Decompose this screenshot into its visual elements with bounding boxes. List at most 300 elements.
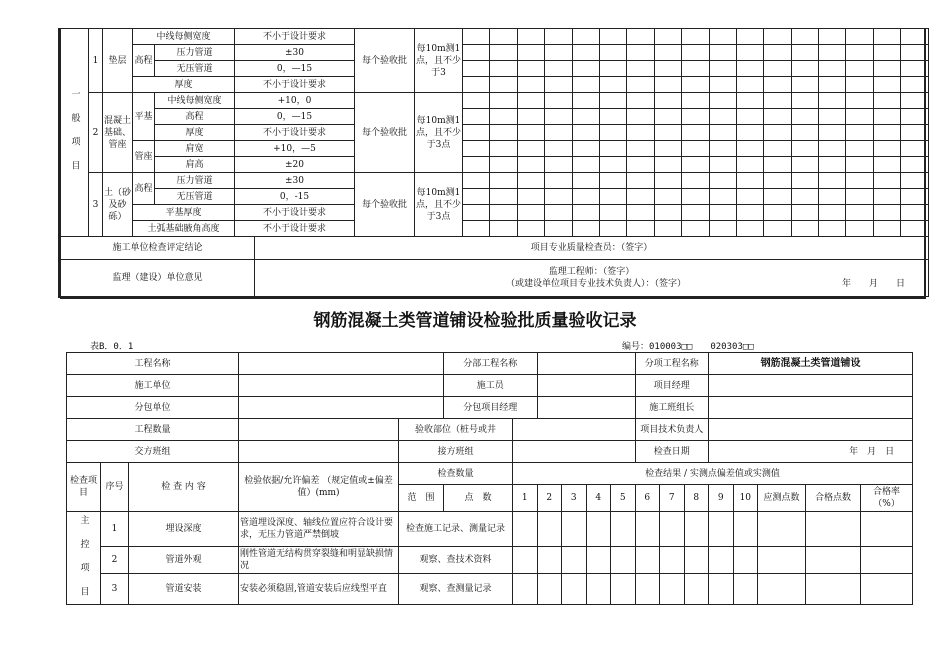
result-cell[interactable] — [901, 77, 928, 93]
cell: +10，0 — [235, 93, 355, 109]
result-cell[interactable] — [654, 109, 681, 125]
result-cell[interactable] — [599, 189, 626, 205]
result-cell[interactable] — [873, 77, 900, 93]
result-cell[interactable] — [654, 29, 681, 45]
cell: 0，-15 — [235, 189, 355, 205]
result-cell[interactable] — [791, 189, 818, 205]
result-cell[interactable] — [846, 61, 873, 77]
result-cell[interactable] — [545, 205, 572, 221]
result-cell[interactable] — [682, 77, 709, 93]
points-cell: 每10m测1点，且不少于3点 — [415, 93, 463, 173]
result-cell[interactable] — [572, 141, 599, 157]
result-cell[interactable] — [463, 221, 490, 237]
result-cell[interactable] — [463, 141, 490, 157]
result-cell[interactable] — [846, 109, 873, 125]
result-cell[interactable] — [463, 77, 490, 93]
result-cell[interactable] — [709, 157, 736, 173]
result-cell[interactable] — [599, 157, 626, 173]
result-cell[interactable] — [586, 574, 611, 605]
result-cell[interactable] — [684, 547, 709, 574]
result-cell[interactable] — [682, 141, 709, 157]
result-cell[interactable] — [873, 125, 900, 141]
result-cell[interactable] — [709, 125, 736, 141]
result-cell[interactable] — [709, 574, 734, 605]
result-cell[interactable] — [861, 547, 913, 574]
result-cell[interactable] — [627, 141, 654, 157]
result-cell[interactable] — [846, 141, 873, 157]
result-cell[interactable] — [873, 141, 900, 157]
result-cell[interactable] — [819, 61, 846, 77]
result-cell[interactable] — [764, 109, 791, 125]
result-cell[interactable] — [513, 547, 538, 574]
result-cell[interactable] — [901, 173, 928, 189]
result-cell[interactable] — [736, 61, 763, 77]
result-cell[interactable] — [758, 574, 806, 605]
range-cell: 每个验收批 — [355, 173, 415, 237]
result-cell[interactable] — [791, 157, 818, 173]
result-cell[interactable] — [846, 205, 873, 221]
result-cell[interactable] — [709, 45, 736, 61]
result-cell[interactable] — [791, 205, 818, 221]
result-cell[interactable] — [490, 221, 517, 237]
col-4: 4 — [586, 485, 611, 512]
result-cell[interactable] — [660, 574, 685, 605]
result-cell[interactable] — [791, 45, 818, 61]
result-cell[interactable] — [758, 547, 806, 574]
result-cell[interactable] — [819, 29, 846, 45]
result-cell[interactable] — [736, 109, 763, 125]
result-cell[interactable] — [513, 574, 538, 605]
label-pm: 项目经理 — [635, 375, 709, 397]
label-project-name: 工程名称 — [67, 353, 239, 375]
result-cell[interactable] — [490, 61, 517, 77]
cell: 不小于设计要求 — [235, 29, 355, 45]
result-cell[interactable] — [791, 221, 818, 237]
result-cell[interactable] — [627, 93, 654, 109]
row-basis: 安装必须稳固,管道安装后应线型平直 — [239, 574, 399, 605]
result-cell[interactable] — [846, 93, 873, 109]
row-no: 1 — [89, 29, 103, 93]
result-cell[interactable] — [682, 45, 709, 61]
result-cell[interactable] — [873, 205, 900, 221]
result-cell[interactable] — [901, 93, 928, 109]
result-cell[interactable] — [764, 189, 791, 205]
result-cell[interactable] — [764, 157, 791, 173]
result-cell[interactable] — [733, 574, 758, 605]
result-cell[interactable] — [764, 45, 791, 61]
result-cell[interactable] — [654, 77, 681, 93]
result-cell[interactable] — [819, 157, 846, 173]
result-cell[interactable] — [463, 45, 490, 61]
result-cell[interactable] — [545, 77, 572, 93]
result-cell[interactable] — [572, 189, 599, 205]
result-cell[interactable] — [819, 141, 846, 157]
result-cell[interactable] — [599, 93, 626, 109]
result-cell[interactable] — [654, 61, 681, 77]
header-basis: 检验依据/允许偏差 （规定值或±偏差值）(mm) — [239, 463, 399, 512]
result-cell[interactable] — [490, 109, 517, 125]
result-cell[interactable] — [764, 221, 791, 237]
value-check-date[interactable]: 年 月 日 — [709, 441, 913, 463]
value-handover[interactable] — [239, 441, 399, 463]
result-cell[interactable] — [654, 45, 681, 61]
result-cell[interactable] — [545, 141, 572, 157]
result-cell[interactable] — [901, 205, 928, 221]
result-cell[interactable] — [545, 29, 572, 45]
cell: 肩高 — [155, 157, 235, 173]
result-cell[interactable] — [846, 77, 873, 93]
result-cell[interactable] — [709, 61, 736, 77]
result-cell[interactable] — [736, 205, 763, 221]
result-cell[interactable] — [463, 109, 490, 125]
result-cell[interactable] — [819, 93, 846, 109]
result-cell[interactable] — [736, 125, 763, 141]
result-cell[interactable] — [709, 547, 734, 574]
result-cell[interactable] — [682, 61, 709, 77]
result-cell[interactable] — [709, 77, 736, 93]
result-cell[interactable] — [517, 173, 544, 189]
result-cell[interactable] — [545, 221, 572, 237]
result-cell[interactable] — [682, 189, 709, 205]
result-cell[interactable] — [490, 125, 517, 141]
result-cell[interactable] — [846, 221, 873, 237]
result-cell[interactable] — [586, 512, 611, 547]
result-cell[interactable] — [901, 221, 928, 237]
result-cell[interactable] — [463, 173, 490, 189]
result-cell[interactable] — [627, 205, 654, 221]
result-cell[interactable] — [682, 109, 709, 125]
result-cell[interactable] — [562, 512, 587, 547]
result-cell[interactable] — [764, 173, 791, 189]
result-cell[interactable] — [517, 77, 544, 93]
result-cell[interactable] — [861, 512, 913, 547]
result-cell[interactable] — [627, 45, 654, 61]
result-cell[interactable] — [819, 109, 846, 125]
result-cell[interactable] — [901, 29, 928, 45]
result-cell[interactable] — [873, 221, 900, 237]
header-range: 范 围 — [399, 485, 444, 512]
result-cell[interactable] — [709, 141, 736, 157]
result-cell[interactable] — [490, 45, 517, 61]
result-cell[interactable] — [806, 512, 861, 547]
result-cell[interactable] — [517, 61, 544, 77]
cell: 无压管道 — [155, 189, 235, 205]
result-cell[interactable] — [490, 141, 517, 157]
result-cell[interactable] — [517, 221, 544, 237]
result-cell[interactable] — [846, 45, 873, 61]
result-cell[interactable] — [635, 547, 660, 574]
result-cell[interactable] — [517, 125, 544, 141]
result-cell[interactable] — [599, 125, 626, 141]
result-cell[interactable] — [682, 93, 709, 109]
result-cell[interactable] — [684, 574, 709, 605]
header-should: 应测点数 — [758, 485, 806, 512]
result-cell[interactable] — [627, 125, 654, 141]
result-cell[interactable] — [873, 157, 900, 173]
result-cell[interactable] — [901, 157, 928, 173]
conclusion-label: 施工单位检查评定结论 — [61, 237, 255, 260]
result-cell[interactable] — [873, 189, 900, 205]
cell: 肩宽 — [155, 141, 235, 157]
result-cell[interactable] — [517, 157, 544, 173]
result-cell[interactable] — [684, 512, 709, 547]
result-cell[interactable] — [736, 141, 763, 157]
result-cell[interactable] — [545, 61, 572, 77]
result-cell[interactable] — [846, 125, 873, 141]
result-cell[interactable] — [463, 189, 490, 205]
result-cell[interactable] — [627, 189, 654, 205]
result-cell[interactable] — [764, 205, 791, 221]
result-cell[interactable] — [599, 141, 626, 157]
result-cell[interactable] — [490, 157, 517, 173]
result-cell[interactable] — [463, 205, 490, 221]
result-cell[interactable] — [537, 512, 562, 547]
result-cell[interactable] — [490, 205, 517, 221]
result-cell[interactable] — [791, 93, 818, 109]
result-cell[interactable] — [635, 512, 660, 547]
result-cell[interactable] — [736, 173, 763, 189]
value-worker[interactable] — [537, 375, 635, 397]
result-cell[interactable] — [764, 93, 791, 109]
result-cell[interactable] — [873, 45, 900, 61]
result-cell[interactable] — [733, 547, 758, 574]
range-cell: 每个验收批 — [355, 29, 415, 93]
result-cell[interactable] — [819, 45, 846, 61]
result-cell[interactable] — [682, 29, 709, 45]
result-cell[interactable] — [490, 29, 517, 45]
result-cell[interactable] — [545, 45, 572, 61]
result-cell[interactable] — [572, 77, 599, 93]
result-cell[interactable] — [572, 45, 599, 61]
result-cell[interactable] — [654, 189, 681, 205]
result-cell[interactable] — [660, 512, 685, 547]
result-cell[interactable] — [572, 205, 599, 221]
result-cell[interactable] — [819, 221, 846, 237]
result-cell[interactable] — [463, 29, 490, 45]
result-cell[interactable] — [873, 29, 900, 45]
result-cell[interactable] — [682, 125, 709, 141]
result-cell[interactable] — [572, 173, 599, 189]
result-cell[interactable] — [709, 512, 734, 547]
result-cell[interactable] — [490, 93, 517, 109]
result-cell[interactable] — [572, 29, 599, 45]
result-cell[interactable] — [654, 125, 681, 141]
value-location[interactable] — [513, 419, 636, 441]
result-cell[interactable] — [733, 512, 758, 547]
result-cell[interactable] — [791, 141, 818, 157]
result-cell[interactable] — [736, 157, 763, 173]
result-cell[interactable] — [819, 77, 846, 93]
result-cell[interactable] — [736, 77, 763, 93]
result-cell[interactable] — [599, 109, 626, 125]
result-cell[interactable] — [654, 205, 681, 221]
result-cell[interactable] — [517, 93, 544, 109]
result-cell[interactable] — [764, 29, 791, 45]
cell: 中线每侧宽度 — [133, 29, 235, 45]
result-cell[interactable] — [599, 61, 626, 77]
result-cell[interactable] — [611, 512, 636, 547]
result-cell[interactable] — [463, 125, 490, 141]
result-cell[interactable] — [901, 141, 928, 157]
result-cell[interactable] — [463, 61, 490, 77]
result-cell[interactable] — [599, 45, 626, 61]
result-cell[interactable] — [627, 29, 654, 45]
value-receiver[interactable] — [513, 441, 636, 463]
header-pass: 合格点数 — [806, 485, 861, 512]
result-cell[interactable] — [572, 109, 599, 125]
result-cell[interactable] — [736, 29, 763, 45]
result-cell[interactable] — [255, 260, 929, 297]
value-subcontractor[interactable] — [239, 397, 444, 419]
result-cell[interactable] — [806, 574, 861, 605]
result-cell[interactable] — [819, 205, 846, 221]
result-cell[interactable] — [627, 61, 654, 77]
result-cell[interactable] — [709, 189, 736, 205]
result-cell[interactable] — [490, 77, 517, 93]
result-cell[interactable] — [599, 173, 626, 189]
result-cell[interactable] — [873, 109, 900, 125]
result-cell[interactable] — [599, 29, 626, 45]
value-tech-lead[interactable] — [709, 419, 913, 441]
result-cell[interactable] — [873, 61, 900, 77]
result-cell[interactable] — [517, 29, 544, 45]
result-cell[interactable] — [545, 109, 572, 125]
cell: 管座 — [133, 141, 155, 173]
result-cell[interactable] — [846, 189, 873, 205]
result-cell[interactable] — [791, 109, 818, 125]
result-cell[interactable] — [819, 189, 846, 205]
result-cell[interactable] — [572, 61, 599, 77]
result-cell[interactable] — [709, 93, 736, 109]
result-cell[interactable] — [846, 29, 873, 45]
result-cell[interactable] — [846, 173, 873, 189]
result-cell[interactable] — [901, 109, 928, 125]
result-cell[interactable] — [682, 205, 709, 221]
result-cell[interactable] — [611, 547, 636, 574]
result-cell[interactable] — [572, 125, 599, 141]
result-cell[interactable] — [764, 61, 791, 77]
value-team-leader[interactable] — [709, 397, 913, 419]
result-cell[interactable] — [709, 221, 736, 237]
result-cell[interactable] — [545, 189, 572, 205]
result-cell[interactable] — [490, 173, 517, 189]
result-cell[interactable] — [627, 221, 654, 237]
result-cell[interactable] — [901, 45, 928, 61]
result-cell[interactable] — [791, 29, 818, 45]
result-cell[interactable] — [709, 205, 736, 221]
result-cell[interactable] — [791, 125, 818, 141]
result-cell[interactable] — [627, 157, 654, 173]
result-cell[interactable] — [819, 173, 846, 189]
result-cell[interactable] — [736, 221, 763, 237]
result-cell[interactable] — [682, 157, 709, 173]
result-cell[interactable] — [758, 512, 806, 547]
value-contractor[interactable] — [239, 375, 444, 397]
result-cell[interactable] — [599, 77, 626, 93]
row-no: 2 — [89, 93, 103, 173]
result-cell[interactable] — [682, 221, 709, 237]
result-cell[interactable] — [562, 547, 587, 574]
result-cell[interactable] — [517, 189, 544, 205]
result-cell[interactable] — [599, 205, 626, 221]
result-cell[interactable] — [654, 173, 681, 189]
result-cell[interactable] — [545, 173, 572, 189]
result-cell[interactable] — [627, 109, 654, 125]
value-quantity[interactable] — [239, 419, 399, 441]
result-cell[interactable] — [599, 221, 626, 237]
result-cell[interactable] — [791, 77, 818, 93]
result-cell[interactable] — [562, 574, 587, 605]
result-cell[interactable] — [517, 141, 544, 157]
result-cell[interactable] — [517, 45, 544, 61]
result-cell[interactable] — [791, 173, 818, 189]
result-cell[interactable] — [736, 45, 763, 61]
result-cell[interactable] — [545, 125, 572, 141]
result-cell[interactable] — [513, 512, 538, 547]
result-cell[interactable] — [764, 77, 791, 93]
result-cell[interactable] — [873, 93, 900, 109]
result-cell[interactable] — [736, 93, 763, 109]
value-sub-pm[interactable] — [537, 397, 635, 419]
result-cell[interactable] — [764, 125, 791, 141]
result-cell[interactable] — [709, 173, 736, 189]
result-cell[interactable] — [901, 189, 928, 205]
result-cell[interactable] — [901, 125, 928, 141]
result-cell[interactable] — [654, 221, 681, 237]
result-cell[interactable] — [901, 61, 928, 77]
result-cell[interactable] — [861, 574, 913, 605]
result-cell[interactable] — [682, 173, 709, 189]
result-cell[interactable] — [654, 141, 681, 157]
result-cell[interactable] — [490, 189, 517, 205]
result-cell[interactable] — [806, 547, 861, 574]
result-cell[interactable] — [545, 157, 572, 173]
result-cell[interactable] — [764, 141, 791, 157]
frame-bottom-border — [60, 297, 926, 299]
inspection-table — [66, 352, 913, 605]
result-cell[interactable] — [572, 93, 599, 109]
result-cell[interactable] — [572, 221, 599, 237]
result-cell[interactable] — [819, 125, 846, 141]
value-project-name[interactable] — [239, 353, 444, 375]
result-cell[interactable] — [517, 205, 544, 221]
result-cell[interactable] — [709, 109, 736, 125]
result-cell[interactable] — [660, 547, 685, 574]
value-sub-project[interactable] — [537, 353, 635, 375]
result-cell[interactable] — [654, 157, 681, 173]
result-cell[interactable] — [654, 93, 681, 109]
result-cell[interactable] — [846, 157, 873, 173]
result-cell[interactable] — [873, 173, 900, 189]
result-cell[interactable] — [572, 157, 599, 173]
result-cell[interactable] — [635, 574, 660, 605]
result-cell[interactable] — [463, 157, 490, 173]
result-cell[interactable] — [537, 574, 562, 605]
result-cell[interactable] — [611, 574, 636, 605]
header-item: 检查项目 — [67, 463, 101, 512]
result-cell[interactable] — [736, 189, 763, 205]
result-cell[interactable] — [517, 109, 544, 125]
result-cell[interactable] — [627, 77, 654, 93]
result-cell[interactable] — [586, 547, 611, 574]
result-cell[interactable] — [463, 93, 490, 109]
result-cell[interactable] — [709, 29, 736, 45]
value-pm[interactable] — [709, 375, 913, 397]
result-cell[interactable] — [791, 61, 818, 77]
result-cell[interactable] — [627, 173, 654, 189]
result-cell[interactable] — [545, 93, 572, 109]
result-cell[interactable] — [537, 547, 562, 574]
